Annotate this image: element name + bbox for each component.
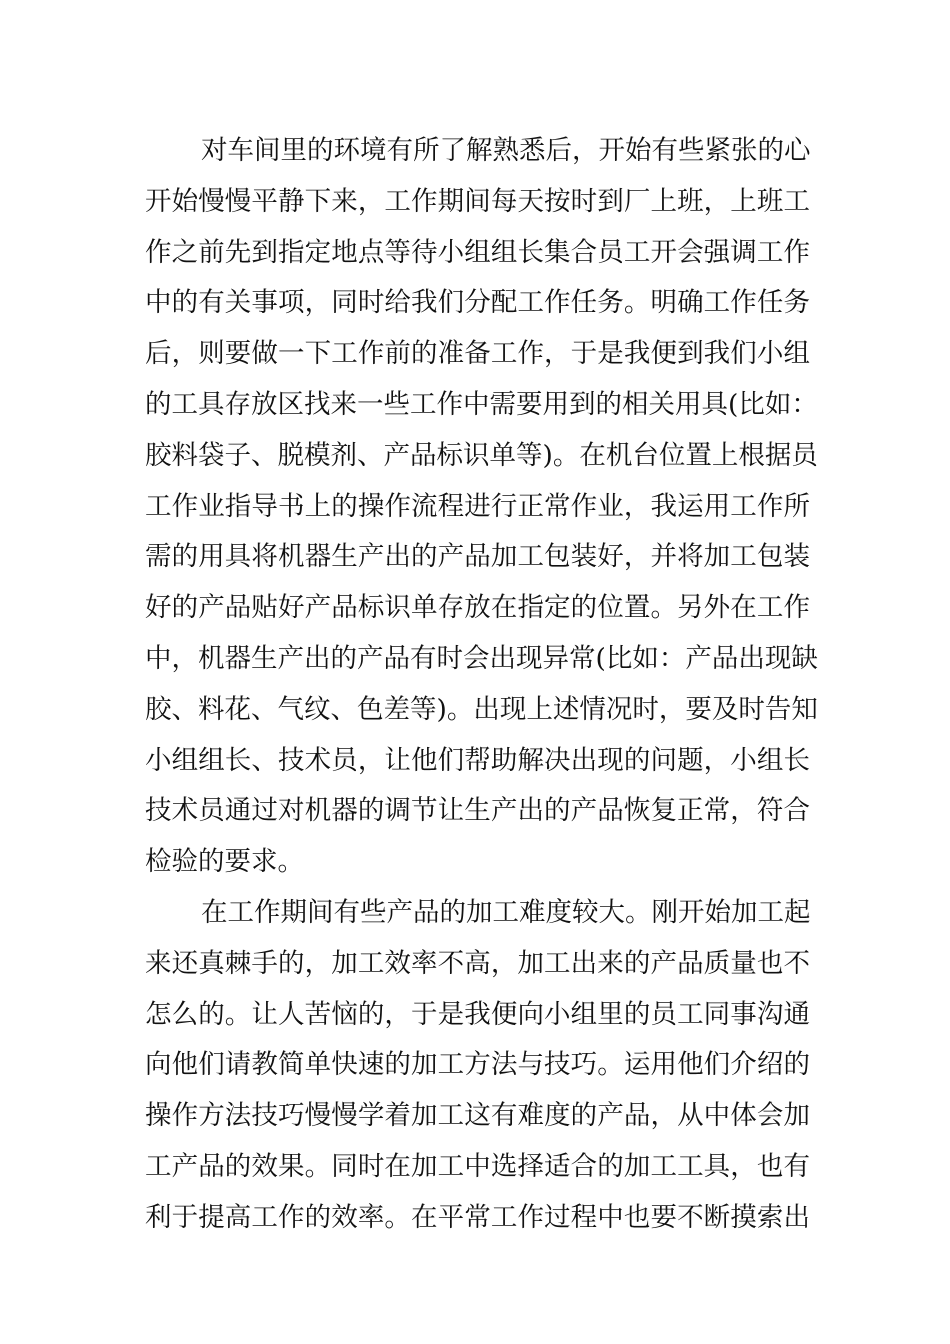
paragraph-line: 技术员通过对机器的调节让生产出的产品恢复正常，符合: [145, 795, 810, 827]
paragraph-line: 后，则要做一下工作前的准备工作，于是我便到我们小组: [145, 338, 810, 370]
paragraph-line: 的工具存放区找来一些工作中需要用到的相关用具(比如：: [145, 388, 818, 420]
paragraph-line: 检验的要求。: [145, 846, 304, 878]
paragraph-line: 来还真棘手的，加工效率不高，加工出来的产品质量也不: [145, 947, 810, 979]
paragraph-line: 工作业指导书上的操作流程进行正常作业，我运用工作所: [145, 490, 810, 522]
paragraph-line: 在工作期间有些产品的加工难度较大。刚开始加工起: [201, 896, 811, 928]
paragraph-line: 小组组长、技术员，让他们帮助解决出现的问题，小组长: [145, 744, 810, 776]
paragraph-line: 开始慢慢平静下来，工作期间每天按时到厂上班，上班工: [145, 185, 810, 217]
paragraph-line: 中，机器生产出的产品有时会出现异常(比如：产品出现缺: [145, 642, 818, 674]
paragraph-line: 工产品的效果。同时在加工中选择适合的加工工具，也有: [145, 1150, 810, 1182]
paragraph-2: [145, 888, 810, 1244]
document-body: [145, 126, 818, 1244]
paragraph-line: 中的有关事项，同时给我们分配工作任务。明确工作任务: [145, 287, 810, 319]
paragraph-line: 操作方法技巧慢慢学着加工这有难度的产品，从中体会加: [145, 1100, 810, 1132]
paragraph-1: [145, 126, 818, 888]
paragraph-line: 利于提高工作的效率。在平常工作过程中也要不断摸索出: [145, 1201, 810, 1233]
paragraph-line: 向他们请教简单快速的加工方法与技巧。运用他们介绍的: [145, 1049, 810, 1081]
paragraph-line: 怎么的。让人苦恼的，于是我便向小组里的员工同事沟通: [145, 998, 810, 1030]
paragraph-line: 对车间里的环境有所了解熟悉后，开始有些紧张的心: [201, 135, 811, 166]
paragraph-line: 好的产品贴好产品标识单存放在指定的位置。另外在工作: [145, 592, 810, 624]
paragraph-line: 胶料袋子、脱模剂、产品标识单等)。在机台位置上根据员: [145, 439, 818, 471]
paragraph-line: 需的用具将机器生产出的产品加工包装好，并将加工包装: [145, 541, 810, 573]
paragraph-line: 作之前先到指定地点等待小组组长集合员工开会强调工作: [145, 236, 810, 268]
paragraph-line: 胶、料花、气纹、色差等)。出现上述情况时，要及时告知: [145, 693, 818, 725]
